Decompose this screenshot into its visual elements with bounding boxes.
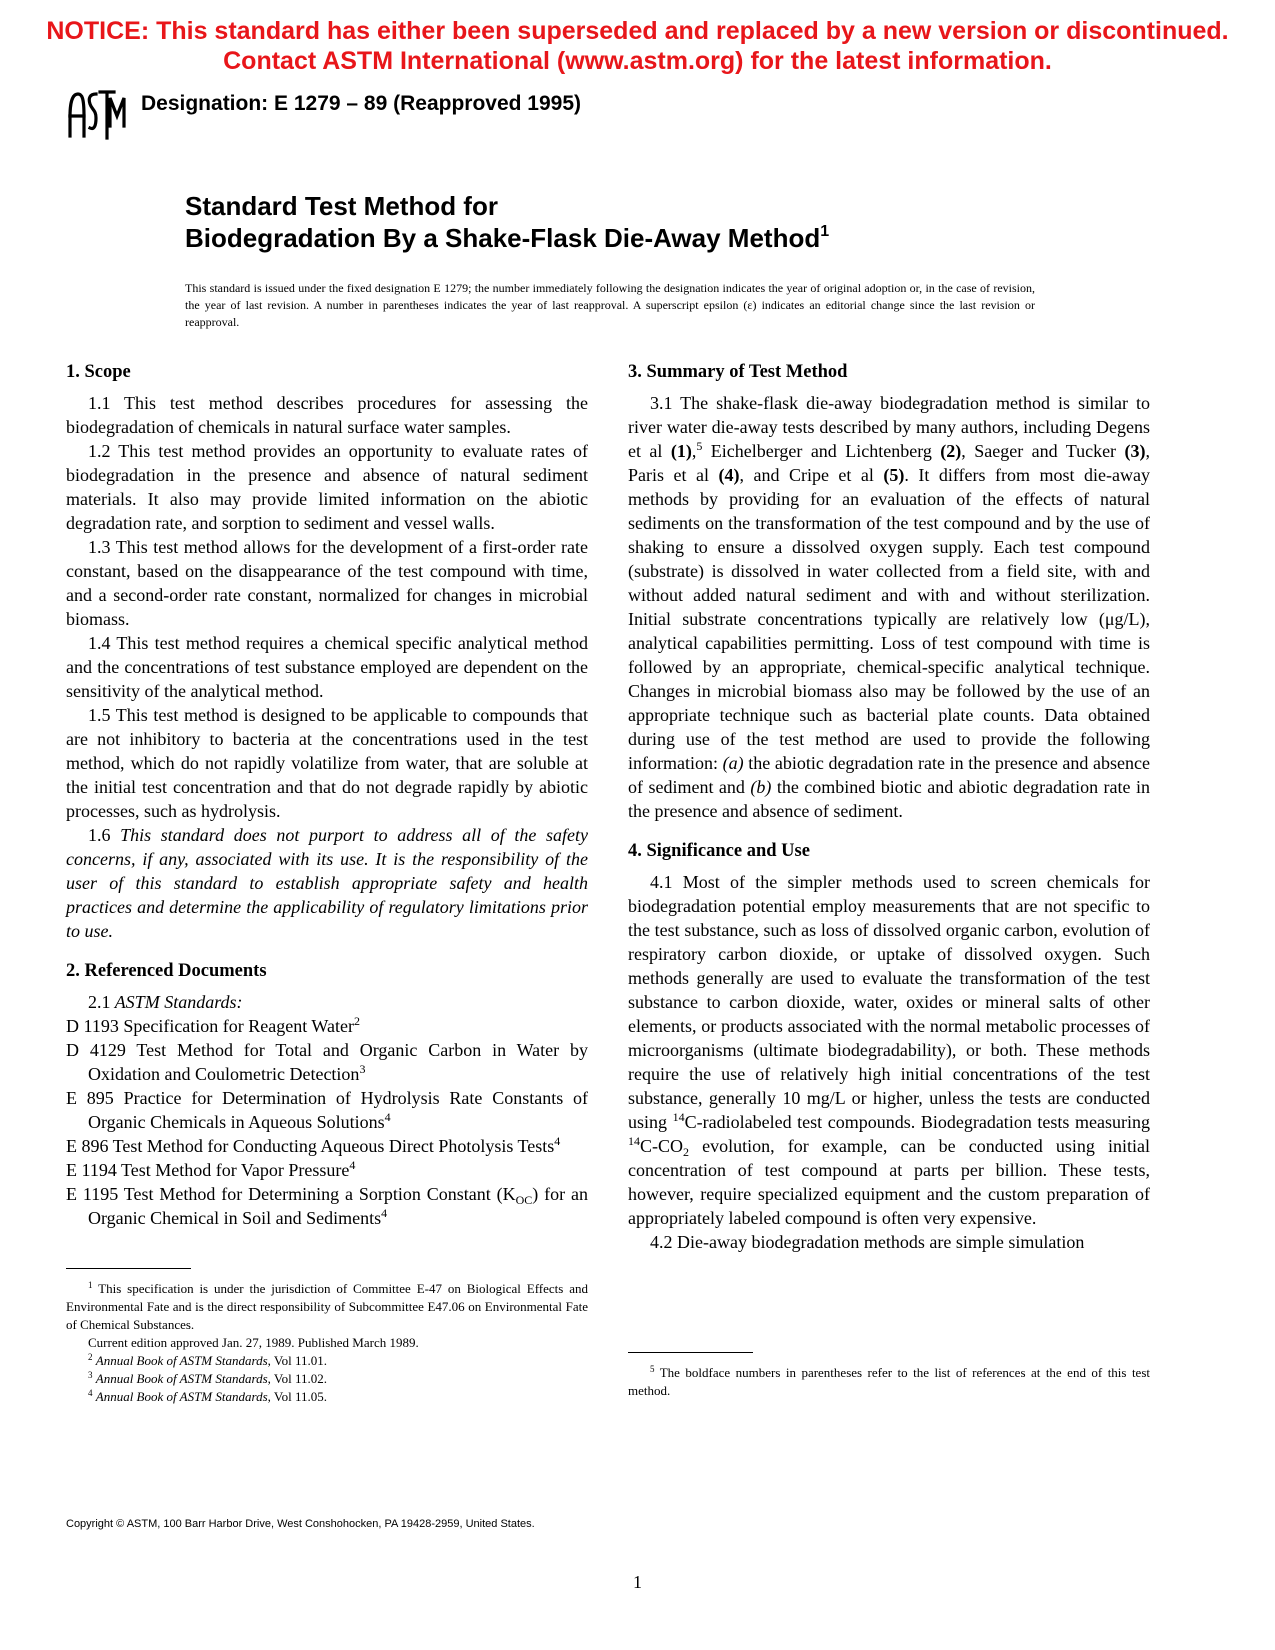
footnote-rule-right xyxy=(628,1352,753,1353)
ref-e1195: E 1195 Test Method for Determining a Sorption Constant $(K_{OC})$ for an Organic Chemical in Soil and Sediments$^4$ xyxy=(66,1184,588,1228)
document-title xyxy=(185,190,829,254)
footnote-5: $^5$ The boldface numbers in parentheses refer to the list of references at the end of this test method. xyxy=(628,1364,1150,1398)
ref-e896: E 896 Test Method for Conducting Aqueous Direct Photolysis Tests$^4$ xyxy=(66,1134,561,1156)
page-number: 1 xyxy=(633,1572,642,1592)
title-line-2: Biodegradation By a Shake-Flask Die-Away Method$^1$ xyxy=(185,223,830,253)
designation: Designation: E 1279 – 89 (Reapproved 1995) xyxy=(141,92,582,115)
para-1-4: 1.4 This test method requires a chemical specific analytical method and the concentrations of test substance employed are dependent on the sensitivity of the analytical method. xyxy=(66,633,588,701)
ref-d4129: D 4129 Test Method for Total and Organic Carbon in Water by Oxidation and Coulometric Detection$^3$ xyxy=(66,1040,588,1084)
section-heading-significance: 4. Significance and Use xyxy=(628,841,810,861)
footnote-3: $^3$ Annual Book of ASTM Standards, Vol 11.02. xyxy=(88,1370,327,1386)
notice-line-1: NOTICE: This standard has either been superseded and replaced by a new version or discontinued. xyxy=(46,17,1229,45)
footnote-1: $^1$ This specification is under the jurisdiction of Committee E-47 on Biological Effects and Environmental Fate and is the direct responsibility of Subcommittee E47.06 on Environmental Fate of Chemical Substances. xyxy=(66,1280,588,1332)
astm-logo-icon xyxy=(66,86,128,144)
para-1-2: 1.2 This test method provides an opportunity to evaluate rates of biodegradation in the presence and absence of natural sediment materials. It also may provide limited information on the abiotic degradation rate, and sorption to sediment and vessel walls. xyxy=(66,441,588,533)
para-1-3: 1.3 This test method allows for the development of a first-order rate constant, based on the disappearance of the test compound with time, and a second-order rate constant, normalized for changes in microbial biomass. xyxy=(66,537,588,629)
footnote-1-edition: Current edition approved Jan. 27, 1989. Published March 1989. xyxy=(88,1335,419,1350)
notice-line-2: Contact ASTM International (www.astm.org) for the latest information. xyxy=(223,47,1052,75)
para-4-2: 4.2 Die-away biodegradation methods are simple simulation xyxy=(650,1232,1085,1252)
title-footnote-mark: 1 xyxy=(820,223,830,240)
footnotes-right xyxy=(628,1364,1150,1400)
issued-note: This standard is issued under the fixed designation E 1279; the number immediately following the designation indicates the year of original adoption or, in the case of revision, the year of last revision. A number in parentheses indicates the year of last reapproval. A superscript epsilon (ε) indicates an editorial change since the last revision or reapproval. xyxy=(185,281,1035,329)
footnote-rule-left xyxy=(66,1268,191,1269)
footnotes-left xyxy=(66,1280,588,1406)
right-column xyxy=(628,360,1150,1254)
section-heading-scope: 1. Scope xyxy=(66,362,131,382)
para-3-1: 3.1 The shake-flask die-away biodegradation method is similar to river water die-away tests described by many authors, including Degens et al (1),$^5$ Eichelberger and Lichtenberg (2), Saeger and Tucker (3), Paris et al (4), and Cripe et al (5). It differs from most die-away methods by providing for an evaluation of the effects of natural sediments on the transformation of the test compound and by the use of shaking to ensure a dissolved oxygen supply. Each test compound (substrate) is dissolved in water collected from a field site, with and without added natural sediment and with and without sterilization. Initial substrate concentrations typically are relatively low (μg/L), analytical capabilities permitting. Loss of test compound with time is followed by an appropriate, chemical-specific analytical technique. Changes in microbial biomass also may be followed by the use of an appropriate technique such as bacterial plate counts. Data obtained during use of the test method are used to provide the following information: (a) the abiotic degradation rate in the presence and absence of sediment and (b) the combined biotic and abiotic degradation rate in the presence and absence of sediment. xyxy=(628,393,1150,821)
para-1-6: 1.6 This standard does not purport to address all of the safety concerns, if any, associated with its use. It is the responsibility of the user of this standard to establish appropriate safety and health practices and determine the applicability of regulatory limitations prior to use. xyxy=(66,825,588,941)
ref-d1193: D 1193 Specification for Reagent Water$^2$ xyxy=(66,1014,360,1036)
astm-standards-subheading: 2.1 ASTM Standards: xyxy=(88,992,243,1012)
ref-e895: E 895 Practice for Determination of Hydrolysis Rate Constants of Organic Chemicals in Aqueous Solutions$^4$ xyxy=(66,1088,588,1132)
ref-e1194: E 1194 Test Method for Vapor Pressure$^4$ xyxy=(66,1158,356,1180)
footnote-4: $^4$ Annual Book of ASTM Standards, Vol 11.05. xyxy=(88,1388,327,1404)
supersession-notice xyxy=(0,16,1275,76)
title-line-1: Standard Test Method for xyxy=(185,191,498,221)
para-1-5: 1.5 This test method is designed to be applicable to compounds that are not inhibitory to bacteria at the concentrations used in the test method, which do not rapidly volatilize from water, that are soluble at the initial test concentration and that do not degrade rapidly by abiotic processes, such as hydrolysis. xyxy=(66,705,588,821)
copyright-line: Copyright © ASTM, 100 Barr Harbor Drive, West Conshohocken, PA 19428-2959, United States. xyxy=(66,1518,535,1530)
left-column xyxy=(66,360,588,1230)
footnote-2: $^2$ Annual Book of ASTM Standards, Vol 11.01. xyxy=(88,1352,327,1368)
para-1-1: 1.1 This test method describes procedures for assessing the biodegradation of chemicals in natural surface water samples. xyxy=(66,393,588,437)
section-heading-referenced-documents: 2. Referenced Documents xyxy=(66,961,267,981)
para-4-1: 4.1 Most of the simpler methods used to screen chemicals for biodegradation potential employ measurements that are not specific to the test substance, such as loss of dissolved organic carbon, evolution of respiratory carbon dioxide, or uptake of dissolved oxygen. Such methods generally are used to evaluate the transformation of the test substance to carbon dioxide, water, oxides or mineral salts of other elements, or products associated with the normal metabolic processes of microorganisms (ultimate biodegradability), or both. These methods require the use of relatively high initial concentrations of the test substance, generally 10 mg/L or higher, unless the tests are conducted using $^{14}$C-radiolabeled test compounds. Biodegradation tests measuring $^{14}C-CO_2$ evolution, for example, can be conducted using initial concentration of test compound at parts per billion. These tests, however, require specialized equipment and the custom preparation of appropriately labeled compound is often very expensive. xyxy=(628,872,1150,1228)
section-heading-summary: 3. Summary of Test Method xyxy=(628,362,848,382)
